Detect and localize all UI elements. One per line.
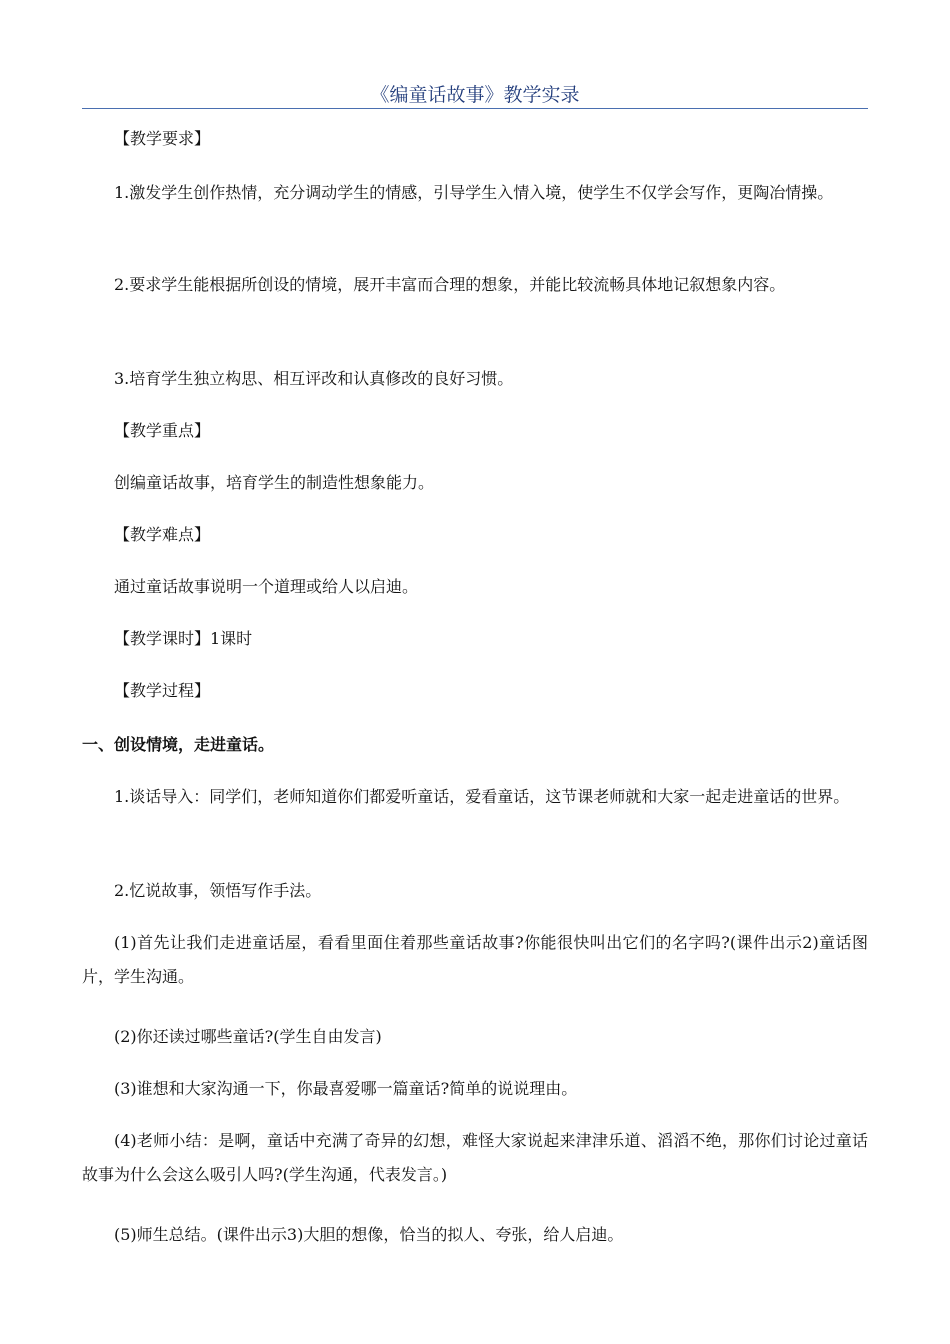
process-step-1: 1.谈话导入：同学们，老师知道你们都爱听童话，爱看童话，这节课老师就和大家一起走进童话的世界。 (114, 787, 850, 806)
key-points-text: 创编童话故事，培育学生的制造性想象能力。 (114, 473, 435, 492)
process-substep-1: (1)首先让我们走进童话屋，看看里面住着那些童话故事?你能很快叫出它们的名字吗?(课件出示2)童话图片，学生沟通。 (82, 933, 868, 986)
section-heading-key-points: 【教学重点】 (114, 421, 211, 440)
process-substep-3: (3)谁想和大家沟通一下，你最喜爱哪一篇童话?简单的说说理由。 (114, 1079, 578, 1098)
title-underline (82, 108, 868, 109)
requirement-item-2: 2.要求学生能根据所创设的情境，展开丰富而合理的想象，并能比较流畅具体地记叙想象内容。 (114, 275, 786, 294)
process-substep-2: (2)你还读过哪些童话?(学生自由发言) (114, 1027, 382, 1046)
requirement-item-3: 3.培育学生独立构思、相互评改和认真修改的良好习惯。 (114, 369, 514, 388)
difficulties-text: 通过童话故事说明一个道理或给人以启迪。 (114, 577, 419, 596)
section-heading-difficulties: 【教学难点】 (114, 525, 211, 544)
document-title: 《编童话故事》教学实录 (370, 84, 580, 106)
section-heading-requirements: 【教学要求】 (114, 129, 211, 148)
section-heading-class-hours: 【教学课时】1课时 (114, 629, 253, 648)
requirement-item-1: 1.激发学生创作热情，充分调动学生的情感，引导学生入情入境，使学生不仅学会写作，更陶冶情操。 (114, 183, 834, 202)
process-part-1-heading: 一、创设情境，走进童话。 (82, 735, 275, 754)
process-step-2: 2.忆说故事，领悟写作手法。 (114, 881, 322, 900)
process-substep-5: (5)师生总结。(课件出示3)大胆的想像，恰当的拟人、夸张，给人启迪。 (114, 1225, 624, 1244)
process-substep-4: (4)老师小结：是啊，童话中充满了奇异的幻想，难怪大家说起来津津乐道、滔滔不绝，那你们讨论过童话故事为什么会这么吸引人吗?(学生沟通，代表发言。) (82, 1131, 868, 1184)
document-page (82, 0, 868, 1344)
section-heading-process: 【教学过程】 (114, 681, 211, 700)
